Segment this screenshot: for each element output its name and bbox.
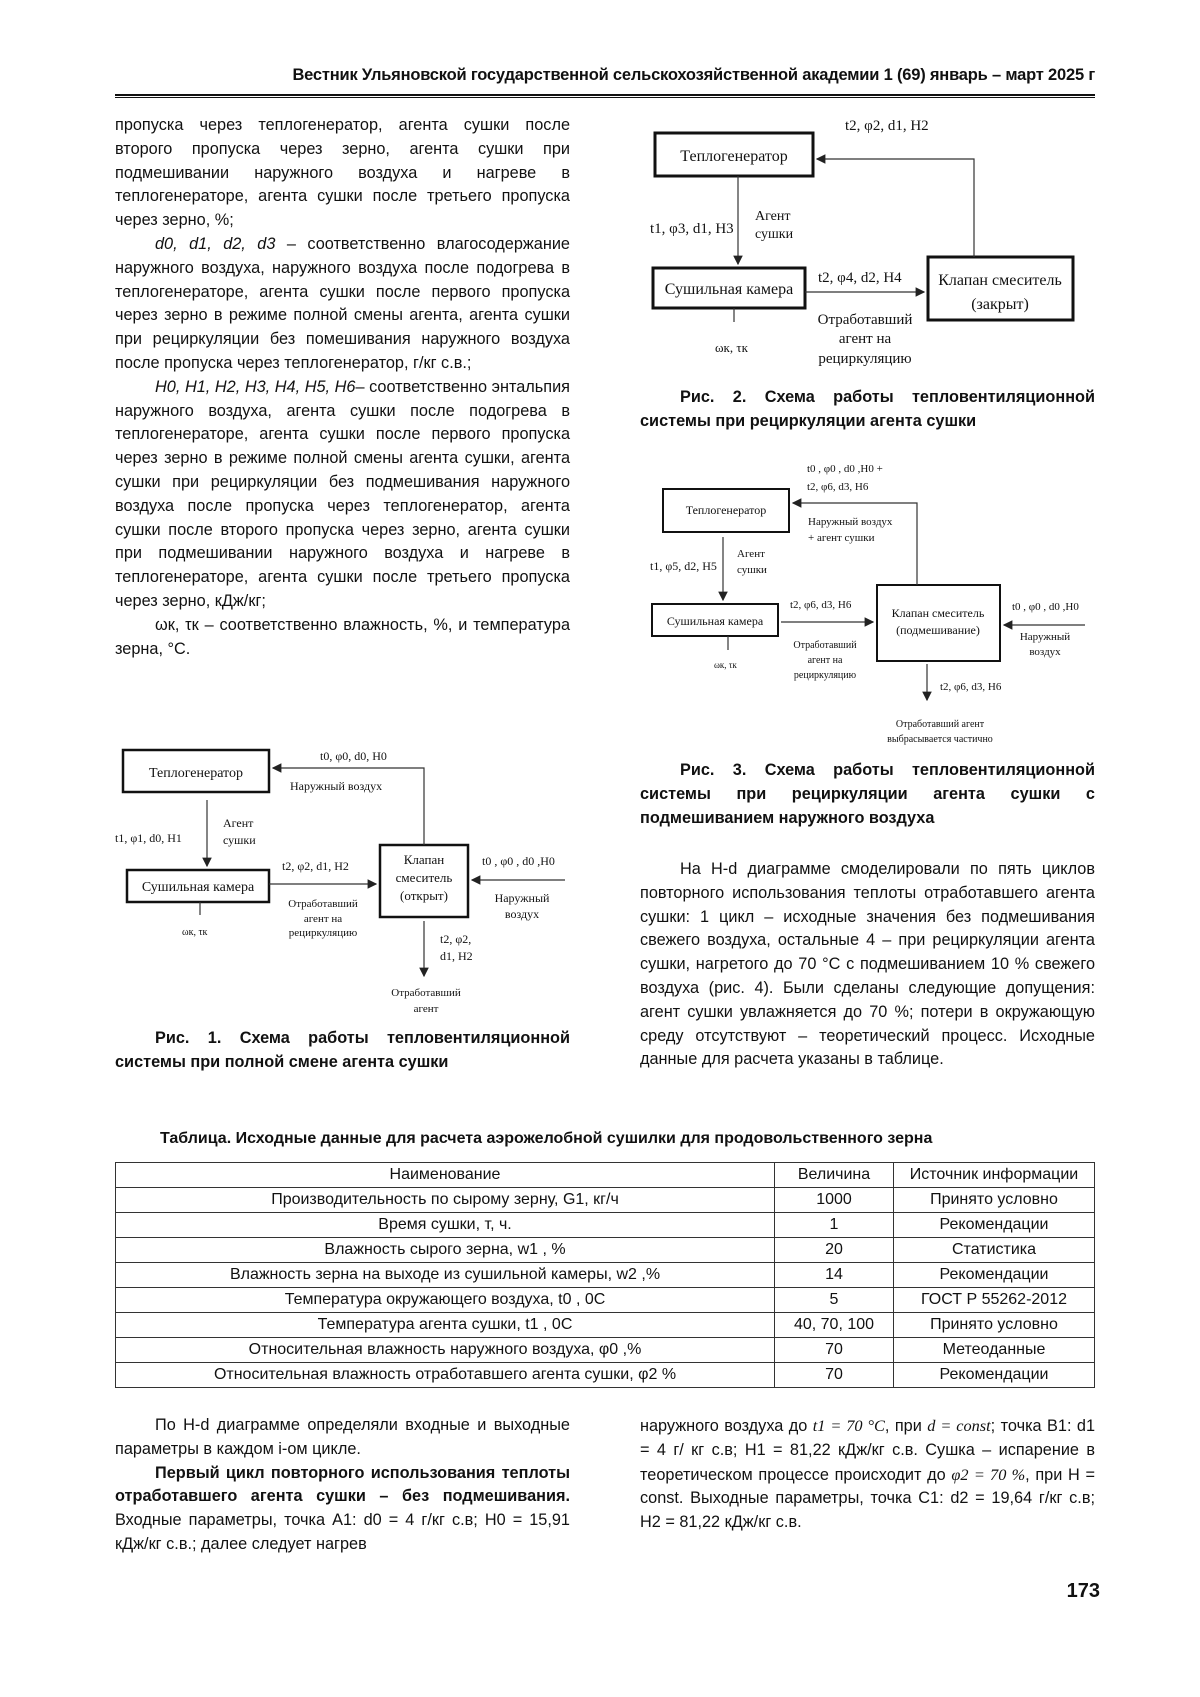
right-column-text <box>640 858 1095 1072</box>
valve-label-line: (подмешивание) <box>896 623 980 637</box>
drying-chamber-label: Сушильная камера <box>664 281 794 298</box>
spent-label: Отработавший <box>793 640 857 651</box>
outside-air-label: Наружный воздух <box>290 779 383 793</box>
grain-params: ωк, τк <box>182 927 208 938</box>
figure-1-caption: Рис. 1. Схема работы тепловентиляционной системы при полной смене агента сушки <box>115 1029 570 1071</box>
valve-label-line: смеситель <box>395 870 453 885</box>
row-value-cell: 20 <box>775 1238 894 1263</box>
spent-label: агент на <box>807 655 843 666</box>
row-source-cell: Рекомендации <box>894 1363 1095 1388</box>
agent-label: сушки <box>737 564 767 576</box>
figure-3-caption: Рис. 3. Схема работы тепловентиляционной системы при рециркуляции агента сушки с подмешиванием наружного воздуха <box>640 761 1095 827</box>
column-header: Наименование <box>116 1163 775 1188</box>
row-source-cell: Принято условно <box>894 1313 1095 1338</box>
paragraph: На H-d диаграмме смоделировали по пять циклов повторного использования теплоты отработавшего агента сушки: 1 цикл – исходные значения без подмешивания свежего воздуха, остальные 4 – при рециркуляции агента сушки, нагретого до 70 °С с подмешиванием 10 % свежего воздуха (рис. 4). Были сделаны следующие допущения: агент сушки увлажняется до 70 %; потери в окружающую среду отсутствуют – теоретический процесс. Исходные данные для расчета указаны в таблице. <box>640 860 1095 1069</box>
valve-label-line: Клапан смеситель <box>891 606 985 620</box>
paragraph-text: – соответственно влагосодержание наружного воздуха, наружного воздуха после подогрева в теплогенераторе, агента сушки после первого пропуска через зерно в режиме полной смены агента, агента сушки при рециркуляции без помешивания наружного воздуха после пропуска через теплогенератор, г/кг с.в.; <box>115 234 570 372</box>
grain-params: ωк, τк <box>714 660 737 670</box>
valve-label-line: Клапан <box>403 852 445 867</box>
spent-recirc-label: рециркуляцию <box>288 927 358 939</box>
spent-label: Отработавший <box>817 312 913 328</box>
symbols: d0, d1, d2, d3 <box>155 234 276 253</box>
journal-header: Вестник Ульяновской государственной сельскохозяйственной академии 1 (69) январь – март 2025 г <box>292 66 1095 84</box>
recirc-return-arrow <box>817 159 974 257</box>
column-header: Источник информации <box>894 1163 1095 1188</box>
valve-label-line: (закрыт) <box>971 296 1029 313</box>
spent-label: рециркуляцию <box>818 351 912 367</box>
row-value-cell: 40, 70, 100 <box>775 1313 894 1338</box>
bottom-left-text <box>115 1414 570 1557</box>
figure-3-diagram <box>640 450 1100 750</box>
row-value-cell: 1000 <box>775 1188 894 1213</box>
agent-label: Агент <box>737 548 765 560</box>
mid-params: t2, φ2, d1, H2 <box>282 859 349 873</box>
left-params: t1, φ1, d0, H1 <box>115 831 182 845</box>
paragraph: пропуска через теплогенератор, агента сушки после второго пропуска через зерно, агента сушки при подмешивании наружного воздуха и нагреве в теплогенераторе, агента сушки после третьего пропуска через зерно, %; <box>115 116 570 230</box>
exhaust-label: Отработавший агент <box>895 719 985 730</box>
table-row <box>116 1313 1095 1338</box>
agent-label: сушки <box>223 833 256 847</box>
text: , при <box>884 1417 928 1435</box>
right-air-label: воздух <box>1029 646 1061 658</box>
table-row <box>116 1263 1095 1288</box>
bottom-params: t2, φ2, <box>440 932 472 946</box>
row-name-cell: Влажность зерна на выходе из сушильной камеры, w2 ,% <box>116 1263 775 1288</box>
formula: t1 = 70 °C <box>812 1416 885 1435</box>
symbols: ωк, τк <box>155 615 199 634</box>
table-row <box>116 1338 1095 1363</box>
paragraph <box>115 1462 570 1557</box>
mix-label: + агент сушки <box>808 532 875 544</box>
row-value-cell: 70 <box>775 1338 894 1363</box>
agent-label: Агент <box>223 816 254 830</box>
figure-1-diagram <box>110 740 585 1030</box>
cycle-heading: Первый цикл повторного использования теплоты отработавшего агента сушки – без подмешивания. <box>115 1463 570 1506</box>
table-row <box>116 1213 1095 1238</box>
row-source-cell: Рекомендации <box>894 1213 1095 1238</box>
spent-label: агент на <box>838 331 892 347</box>
paragraph <box>115 614 570 662</box>
row-name-cell: Производительность по сырому зерну, G1, кг/ч <box>116 1188 775 1213</box>
row-source-cell: Рекомендации <box>894 1263 1095 1288</box>
row-source-cell: Статистика <box>894 1238 1095 1263</box>
text: , при H = const. Выходные параметры, точка C1: d2 = 19,64 г/кг с.в; H2 = 81,22 кДж/кг с.в. <box>640 1465 1095 1532</box>
spent-recirc-label: агент на <box>303 913 343 925</box>
drying-chamber-label: Сушильная камера <box>141 880 255 895</box>
text: точка B1: d1 = 4 г/ кг с.в; H1 = 81,22 кДж/кг с.в. Сушка – испарение в теоретическом процессе происходит до <box>640 1417 1095 1484</box>
formula: φ2 = 70 % <box>951 1464 1026 1484</box>
row-name-cell: Влажность сырого зерна, w1 , % <box>116 1238 775 1263</box>
table-row <box>116 1238 1095 1263</box>
left-params: t1, φ3, d1, H3 <box>650 221 734 237</box>
column-header: Величина <box>775 1163 894 1188</box>
spent-label: рециркуляцию <box>793 670 857 681</box>
heat-generator-label: Теплогенератор <box>149 766 243 781</box>
row-name-cell: Температура агента сушки, t1 , 0С <box>116 1313 775 1338</box>
row-value-cell: 1 <box>775 1213 894 1238</box>
table-row <box>116 1188 1095 1213</box>
row-value-cell: 5 <box>775 1288 894 1313</box>
top-params: t2, φ2, d1, H2 <box>845 118 929 134</box>
agent-label: Агент <box>755 209 791 224</box>
right-params: t0 , φ0 , d0 ,H0 <box>482 854 555 868</box>
bottom-params: t2, φ6, d3, H6 <box>940 681 1002 693</box>
text: наружного воздуха до <box>640 1417 813 1435</box>
paragraph-text: Входные параметры, точка A1: d0 = 4 г/кг с.в; H0 = 15,91 кДж/кг с.в.; далее следует нагрев <box>115 1511 570 1553</box>
page-number: 173 <box>1066 1580 1100 1602</box>
right-air-label: Наружный <box>1019 631 1071 643</box>
exhaust-label: выбрасывается частично <box>887 734 993 745</box>
bottom-right-text <box>640 1414 1095 1535</box>
paragraph <box>115 376 570 614</box>
table-row <box>116 1288 1095 1313</box>
table-body <box>116 1188 1095 1388</box>
row-name-cell: Температура окружающего воздуха, t0 , 0С <box>116 1288 775 1313</box>
grain-params: ωк, τк <box>715 340 748 355</box>
paragraph: По H-d диаграмме определяли входные и выходные параметры в каждом i-ом цикле. <box>115 1416 570 1458</box>
valve-label-line: Клапан смеситель <box>938 272 1062 289</box>
text: ; <box>990 1417 996 1435</box>
top-params: t0 , φ0 , d0 ,H0 + <box>807 463 883 475</box>
row-source-cell: Метеоданные <box>894 1338 1095 1363</box>
valve-label-line: (открыт) <box>400 888 448 903</box>
heat-generator-label: Теплогенератор <box>685 503 767 517</box>
data-table <box>115 1162 1095 1388</box>
spent-label: Отработавший <box>391 987 461 999</box>
paragraph <box>640 1414 1095 1535</box>
row-value-cell: 70 <box>775 1363 894 1388</box>
table-row <box>116 1363 1095 1388</box>
row-value-cell: 14 <box>775 1263 894 1288</box>
row-name-cell: Время сушки, т, ч. <box>116 1213 775 1238</box>
table-header-row <box>116 1163 1095 1188</box>
mid-params: t2, φ6, d3, H6 <box>790 599 852 611</box>
row-source-cell: Принято условно <box>894 1188 1095 1213</box>
right-params: t0 , φ0 , d0 ,H0 <box>1012 601 1079 613</box>
bottom-params: d1, H2 <box>440 949 473 963</box>
table-title: Таблица. Исходные данные для расчета аэрожелобной сушилки для продовольственного зерна <box>160 1130 933 1147</box>
right-air-label: Наружный <box>494 891 550 905</box>
top-params: t0, φ0, d0, H0 <box>320 749 387 763</box>
row-source-cell: ГОСТ Р 55262-2012 <box>894 1288 1095 1313</box>
paragraph-text: – соответственно энтальпия наружного воздуха, агента сушки после подогрева в теплогенераторе, агента сушки после первого пропуска через зерно в режиме полной смены агента сушки, агента сушки при рециркуляции без подмешивания наружного воздуха после пропуска через теплогенератор, агента сушки после второго пропуска через зерно, агента сушки при подмешивании наружного воздуха и нагреве в теплогенераторе, агента сушки после третьего пропуска через зерно, кДж/кг; <box>115 377 570 610</box>
symbols: H0, H1, H2, H3, H4, H5, H6 <box>155 377 356 396</box>
heat-generator-label: Теплогенератор <box>680 148 788 165</box>
right-air-label: воздух <box>504 907 540 921</box>
paragraph <box>115 233 570 376</box>
drying-chamber-label: Сушильная камера <box>666 614 764 628</box>
spent-label: агент <box>413 1003 439 1015</box>
figure-2-caption: Рис. 2. Схема работы тепловентиляционной системы при рециркуляции агента сушки <box>640 388 1095 430</box>
figure-2-diagram <box>640 110 1100 380</box>
mix-label: Наружный воздух <box>808 516 893 528</box>
left-params: t1, φ5, d2, H5 <box>650 559 717 573</box>
mid-params: t2, φ4, d2, H4 <box>818 270 902 286</box>
spent-recirc-label: Отработавший <box>288 898 358 910</box>
top-params: t2, φ6, d3, H6 <box>807 481 869 493</box>
formula: d = const <box>927 1416 991 1435</box>
paragraph-text: – соответственно влажность, %, и температура зерна, °С. <box>115 615 571 658</box>
header-rule <box>115 94 1095 98</box>
agent-label: сушки <box>755 227 794 242</box>
left-column-text <box>115 114 570 661</box>
row-name-cell: Относительная влажность наружного воздуха, φ0 ,% <box>116 1338 775 1363</box>
row-name-cell: Относительная влажность отработавшего агента сушки, φ2 % <box>116 1363 775 1388</box>
